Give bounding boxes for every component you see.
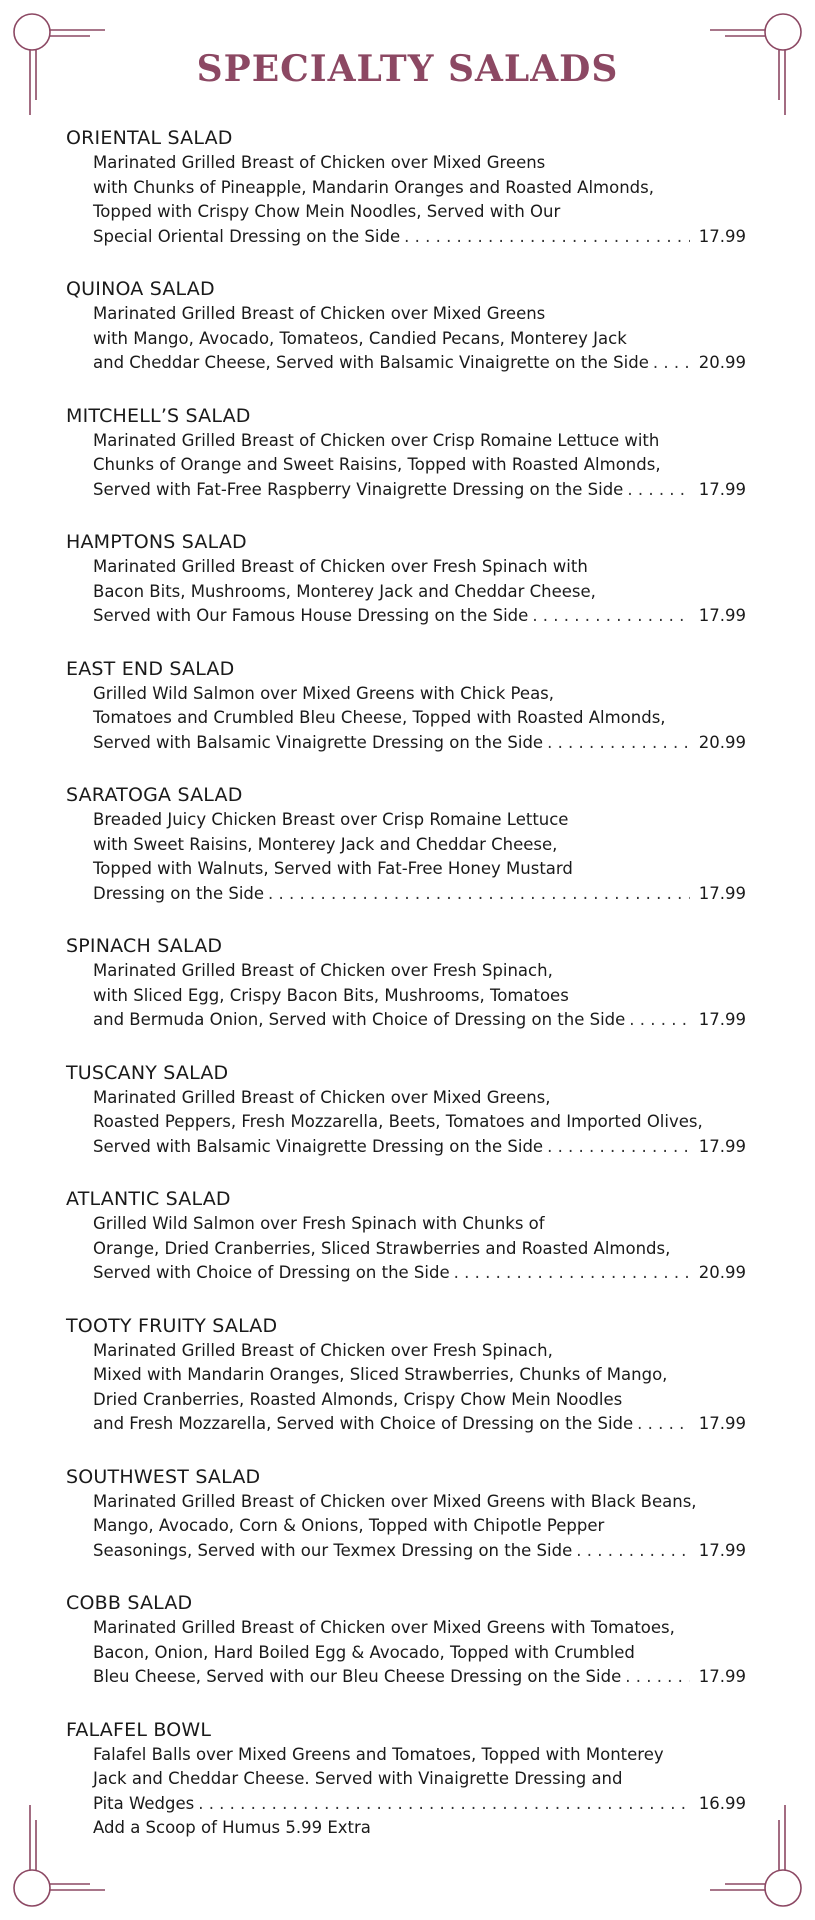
description-line: Seasonings, Served with our Texmex Dressing on the Side	[93, 1540, 573, 1560]
description-line: with Sliced Egg, Crispy Bacon Bits, Mushrooms, Tomatoes	[93, 985, 569, 1005]
menu-item	[66, 1187, 746, 1286]
menu-item-description	[66, 302, 746, 376]
menu-item-description	[66, 1086, 746, 1160]
description-line: Marinated Grilled Breast of Chicken over Mixed Greens with Tomatoes,	[93, 1618, 675, 1637]
description-line: Dried Cranberries, Roasted Almonds, Crispy Chow Mein Noodles	[93, 1389, 623, 1409]
menu-item	[66, 1465, 746, 1564]
description-price-line	[93, 1261, 746, 1286]
description-price-line	[93, 351, 746, 376]
menu-item-description	[66, 1490, 746, 1564]
description-line: Chunks of Orange and Sweet Raisins, Topped with Roasted Almonds,	[93, 455, 661, 474]
description-line: Marinated Grilled Breast of Chicken over Fresh Spinach with	[93, 557, 588, 576]
menu-item-description	[66, 1616, 746, 1690]
menu-item	[66, 530, 746, 629]
description-price-line	[93, 1539, 746, 1564]
menu-item	[66, 1314, 746, 1437]
menu-item-price: 17.99	[698, 606, 746, 625]
description-line: Tomatoes and Crumbled Bleu Cheese, Topped with Roasted Almonds,	[93, 708, 666, 727]
description-line: Marinated Grilled Breast of Chicken over Mixed Greens	[93, 153, 546, 172]
menu-item	[66, 404, 746, 503]
description-line: Pita Wedges	[93, 1793, 195, 1813]
description-line: Served with Balsamic Vinaigrette Dressing on the Side	[93, 1136, 544, 1156]
description-line: Orange, Dried Cranberries, Sliced Strawberries and Roasted Almonds,	[93, 1238, 671, 1258]
description-price-line	[93, 1792, 746, 1817]
description-line: with Sweet Raisins, Monterey Jack and Cheddar Cheese,	[93, 834, 558, 854]
dot-leader	[547, 731, 690, 756]
dot-leader	[454, 1261, 690, 1286]
menu-item-price: 17.99	[698, 479, 746, 499]
description-line: with Chunks of Pineapple, Mandarin Oranges and Roasted Almonds,	[93, 177, 654, 197]
menu-item	[66, 126, 746, 249]
menu-item-description	[66, 808, 746, 906]
description-line: Marinated Grilled Breast of Chicken over Mixed Greens,	[93, 1087, 551, 1107]
dot-leader	[629, 1008, 690, 1033]
menu-item	[66, 934, 746, 1033]
dot-leader	[627, 478, 690, 503]
menu-item-name: FALAFEL BOWL	[66, 1718, 212, 1741]
menu-item-description	[66, 429, 746, 503]
description-line: Dressing on the Side	[93, 883, 265, 903]
menu-item	[66, 1061, 746, 1160]
menu-item	[66, 277, 746, 376]
description-price-line	[93, 731, 746, 756]
menu-item-name: SPINACH SALAD	[66, 935, 223, 957]
description-line: Bacon, Onion, Hard Boiled Egg & Avocado, Topped with Crumbled	[93, 1642, 635, 1662]
description-line: and Cheddar Cheese, Served with Balsamic Vinaigrette on the Side	[93, 353, 649, 372]
description-line: Served with Balsamic Vinaigrette Dressing on the Side	[93, 732, 544, 752]
dot-leader	[198, 1792, 690, 1817]
dot-leader	[404, 225, 690, 250]
menu-item	[66, 783, 746, 906]
menu-item-price: 17.99	[698, 883, 746, 903]
menu-item-description	[66, 1339, 746, 1437]
description-price-line	[93, 1135, 746, 1160]
description-line: Grilled Wild Salmon over Mixed Greens with Chick Peas,	[93, 683, 555, 703]
description-line: Breaded Juicy Chicken Breast over Crisp Romaine Lettuce	[93, 810, 569, 829]
description-line: Marinated Grilled Breast of Chicken over Crisp Romaine Lettuce with	[93, 430, 660, 450]
menu-item-name: ATLANTIC SALAD	[66, 1188, 231, 1210]
menu-item-price: 17.99	[698, 1010, 746, 1029]
menu-item-name: COBB SALAD	[66, 1592, 193, 1614]
menu-list	[66, 126, 746, 1869]
description-line: with Mango, Avocado, Tomateos, Candied Pecans, Monterey Jack	[93, 328, 627, 348]
menu-item-price: 17.99	[698, 1540, 746, 1560]
description-line: Marinated Grilled Breast of Chicken over Fresh Spinach,	[93, 1340, 553, 1360]
description-price-line	[93, 1008, 746, 1033]
description-line: Grilled Wild Salmon over Fresh Spinach with Chunks of	[93, 1214, 545, 1233]
description-line: Served with Our Famous House Dressing on the Side	[93, 606, 529, 625]
menu-item-description	[66, 1212, 746, 1286]
dot-leader	[653, 351, 690, 376]
dot-leader	[625, 1665, 690, 1690]
menu-item-price: 20.99	[698, 353, 746, 372]
description-line: Marinated Grilled Breast of Chicken over Mixed Greens	[93, 304, 546, 323]
menu-item-name: TUSCANY SALAD	[66, 1061, 229, 1084]
menu-item-price: 17.99	[698, 1136, 746, 1156]
menu-item-extra: Add a Scoop of Humus 5.99 Extra	[93, 1818, 371, 1837]
description-line: Falafel Balls over Mixed Greens and Tomatoes, Topped with Monterey	[93, 1744, 664, 1764]
menu-item-description	[66, 151, 746, 249]
menu-item-price: 17.99	[698, 1667, 746, 1686]
dot-leader	[547, 1135, 690, 1160]
description-line: Topped with Walnuts, Served with Fat-Free Honey Mustard	[93, 859, 573, 878]
description-line: and Bermuda Onion, Served with Choice of Dressing on the Side	[93, 1010, 626, 1029]
menu-item-price: 20.99	[698, 732, 746, 752]
description-line: Mango, Avocado, Corn & Onions, Topped with Chipotle Pepper	[93, 1516, 605, 1535]
menu-item-name: HAMPTONS SALAD	[66, 531, 247, 553]
page-title: SPECIALTY SALADS	[196, 48, 619, 90]
menu-item-description	[66, 1743, 746, 1841]
menu-item	[66, 1718, 746, 1841]
menu-item-price: 20.99	[698, 1263, 746, 1282]
description-line: Roasted Peppers, Fresh Mozzarella, Beets, Tomatoes and Imported Olives,	[93, 1112, 703, 1131]
menu-item	[66, 657, 746, 756]
description-line: Bacon Bits, Mushrooms, Monterey Jack and Cheddar Cheese,	[93, 581, 596, 601]
menu-item-name: SOUTHWEST SALAD	[66, 1465, 261, 1488]
dot-leader	[576, 1539, 690, 1564]
description-line: Marinated Grilled Breast of Chicken over Mixed Greens with Black Beans,	[93, 1491, 697, 1511]
description-line: Bleu Cheese, Served with our Bleu Cheese Dressing on the Side	[93, 1667, 622, 1686]
menu-item-name: TOOTY FRUITY SALAD	[66, 1314, 278, 1337]
description-line: Served with Fat-Free Raspberry Vinaigrette Dressing on the Side	[93, 479, 624, 499]
description-line: Served with Choice of Dressing on the Side	[93, 1263, 450, 1282]
description-line: Jack and Cheddar Cheese. Served with Vinaigrette Dressing and	[93, 1769, 623, 1788]
description-line: Mixed with Mandarin Oranges, Sliced Strawberries, Chunks of Mango,	[93, 1365, 668, 1384]
description-price-line	[93, 225, 746, 250]
menu-item-name: MITCHELL’S SALAD	[66, 404, 251, 427]
description-price-line	[93, 882, 746, 907]
dot-leader	[637, 1412, 690, 1437]
menu-item-description	[66, 555, 746, 629]
description-line: and Fresh Mozzarella, Served with Choice of Dressing on the Side	[93, 1414, 634, 1433]
description-price-line	[93, 1665, 746, 1690]
menu-item-price: 16.99	[698, 1793, 746, 1813]
description-line: Special Oriental Dressing on the Side	[93, 226, 401, 246]
description-price-line	[93, 1412, 746, 1437]
description-line: Marinated Grilled Breast of Chicken over Fresh Spinach,	[93, 961, 553, 980]
dot-leader	[268, 882, 690, 907]
menu-item-name: EAST END SALAD	[66, 657, 235, 680]
menu-item-description	[66, 682, 746, 756]
description-price-line	[93, 604, 746, 629]
dot-leader	[532, 604, 690, 629]
menu-item-price: 17.99	[698, 1414, 746, 1433]
menu-item-name: SARATOGA SALAD	[66, 784, 243, 806]
menu-item-name: QUINOA SALAD	[66, 278, 215, 300]
menu-item-price: 17.99	[698, 226, 746, 246]
menu-item-name: ORIENTAL SALAD	[66, 127, 233, 149]
description-price-line	[93, 478, 746, 503]
menu-item	[66, 1591, 746, 1690]
menu-item-description	[66, 959, 746, 1033]
description-line: Topped with Crispy Chow Mein Noodles, Served with Our	[93, 202, 561, 221]
